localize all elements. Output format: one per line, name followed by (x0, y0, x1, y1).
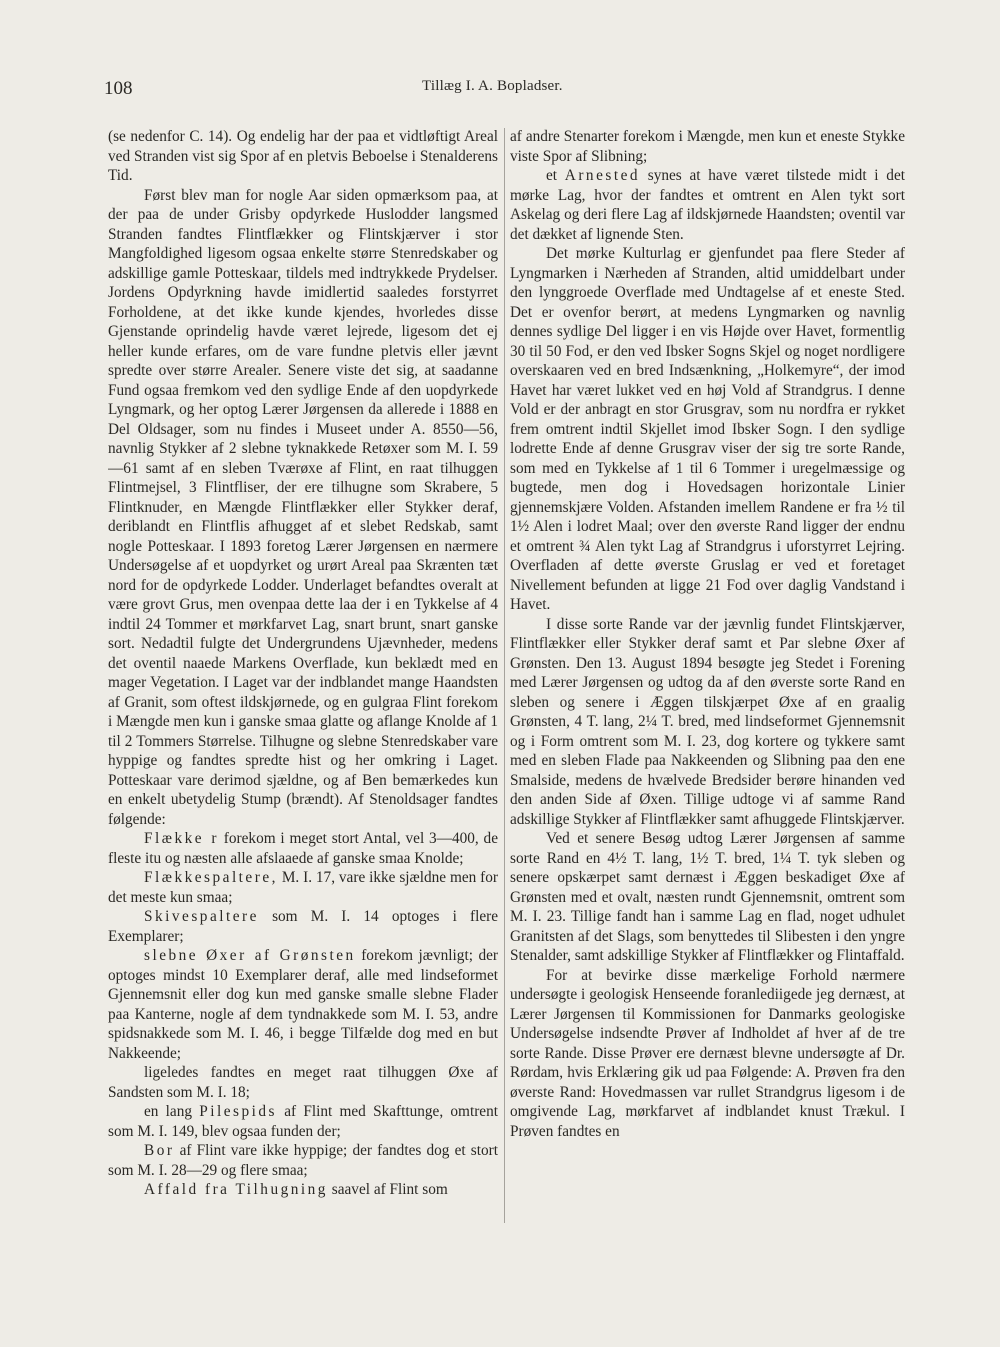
paragraph (108, 907, 498, 946)
paragraph-prefix: et (546, 167, 565, 184)
paragraph (108, 1063, 498, 1102)
spaced-term: Affald fra Tilhugning (144, 1181, 328, 1198)
paragraph-text: ligeledes fandtes en meget raat tilhuggen Øxe af Sandsten som M. I. 18; (108, 1064, 498, 1101)
paragraph (108, 868, 498, 907)
paragraph (510, 166, 905, 244)
paragraph-text: (se nedenfor C. 14). Og endelig har der paa et vidtløftigt Areal ved Stranden vist sig Spor af en pletvis Beboelse i Stenalderens Tid. (108, 128, 498, 184)
paragraph-text: I disse sorte Rande var der jævnlig fundet Flintskjærver, Flintflækker eller Stykker deraf samt et Par slebne Øxer af Grønsten. Den 13. August 1894 besøgte jeg Stedet i Forening med Lærer Jørgensen og udtog da af den øverste sorte Rand en sleben og senere i Æggen tilskjærpet Øxe af en graalig Grønsten, 4 T. lang, 2¼ T. bred, med lindseformet Gjennemsnit og i Form omtrent som M. I. 23, dog kortere og tykkere samt med en sleben Flade paa Nakkeenden og Slibning paa den ene Smalside, medens de hvælvede Bredsider berøre hinanden ved den anden Side af Øxen. Tillige udtoge vi af samme Rand adskillige Stykker af Flintflækker samt afhuggede Flintskjærver. (510, 615, 905, 828)
paragraph-text: forekom jævnligt; der optoges mindst 10 Exemplarer deraf, alle med lindseformet Gjennemsnit eller dog kun med ganske smalle slebne Flader paa Kanterne, nogle af dem tyndnakkede som M. I. 53, andre spidsnakkede som M. I. 46, i begge Tilfælde dog med en but Nakkeende; (108, 947, 498, 1062)
paragraph-text: af Flint med Skafttunge, omtrent som M. I. 149, blev ogsaa funden der; (108, 1103, 498, 1140)
paragraph (108, 127, 498, 186)
running-head: Tillæg I. A. Bopladser. (422, 78, 563, 94)
spaced-term: Bor (144, 1142, 175, 1159)
text-column-left (108, 127, 498, 1227)
spaced-term: Flækkespaltere, (144, 869, 278, 886)
paragraph (108, 1180, 498, 1200)
paragraph-prefix: en lang (144, 1103, 200, 1120)
paragraph-text: For at bevirke disse mærkelige Forhold nærmere undersøgte i geologisk Henseende foranlediigede jeg dernæst, at Lærer Jørgensen til Kommissionen for Danmarks geologiske Undersøgelse indsendte Prøver af Indholdet af hver af de tre sorte Rande. Disse Prøver ere dernæst blevne undersøgte af Dr. Rørdam, hvis Erklæring gik ud paa Følgende: A. Prøven fra den øverste Rand: Hovedmassen var rullet Strandgrus ligesom i de omgivende Lag, mørkfarvet af indblandet knust Trækul. I Prøven fandtes en (510, 966, 905, 1140)
paragraph-text: som M. I. 14 optoges i flere Exemplarer; (108, 908, 498, 945)
column-divider (504, 128, 505, 1223)
paragraph-text: Først blev man for nogle Aar siden opmærksom paa, at der paa de under Grisby opdyrkede Huslodder langsmed Stranden fandtes Flintflækker og Flintskjærver i stor Mangfoldighed ligesom ogsaa enkelte større Stenredskaber og adskillige gamle Potteskaar, tildels med indtrykkede Prydelser. Jordens Opdyrkning havde imidlertid saaledes forstyrret Forholdene, at det ikke kunde kjendes, hvorledes disse Gjenstande oprindelig havde været lejrede, ligesom det ej heller kunde erfares, om de vare fundne pletvis eller jævnt spredte over større Arealer. Senere viste det sig, at saadanne Fund ogsaa fremkom ved den sydlige Ende af den uopdyrkede Lyngmark, og her optog Lærer Jørgensen da allerede i 1888 en Del Oldsager, som nu findes i Museet under A. 8550—56, navnlig Stykker af 2 slebne tyknakkede Retøxer som M. I. 59—61 samt af en sleben Tværøxe af Flint, en raat tilhuggen Flintmejsel, 3 Flintfliser, der ere tilhugne som Skrabere, 5 Flintknuder, en Mængde Flintflækker eller Stykker deraf, deriblandt en Flintflis afhugget af et slebet Redskab, samt nogle Potteskaar. I 1893 foretog Lærer Jørgensen en nærmere Undersøgelse af et uopdyrket og urørt Areal paa Skrænten tæt nord for de opdyrkede Lodder. Underlaget befandtes overalt at være grovt Grus, men ovenpaa dette laa der i en Tykkelse af 4 indtil 24 Tommer et mørkfarvet Lag, snart brunt, snart ganske sort. Nedadtil fulgte det Undergrundens Ujævnheder, medens det oventil naaede Markens Overflade, kun beklædt med en mager Vegetation. I Laget var der indblandet mange Haandsten af Granit, som oftest ildskjørnede, og en gulgraa Flint forekom i Mængde men kun i ganske smaa glatte og aflange Knolde af 1 til 2 Tommers Størrelse. Tilhugne og slebne Stenredskaber vare hyppige og fandtes spredte hist og her omkring i Laget. Potteskaar vare derimod sjældne, og af Ben bemærkedes kun en enkelt ubetydelig Stump (brændt). Af Stenoldsager fandtes følgende: (108, 186, 498, 828)
spaced-term: Flække r (144, 830, 219, 847)
paragraph-text: synes at have været tilstede midt i det mørke Lag, hvor der fandtes et omtrent en Alen tykt sort Askelag og deri flere Lag af ildskjørnede Haandsten; oventil var det dækket af lignende Sten. (510, 167, 905, 243)
paragraph (108, 1102, 498, 1141)
spaced-term: Skivespaltere (144, 908, 259, 925)
paragraph-text: forekom i meget stort Antal, vel 3—400, de fleste itu og næsten alle afslaaede af ganske smaa Knolde; (108, 830, 498, 867)
spaced-term: Arnested (564, 167, 641, 184)
paragraph (510, 127, 905, 166)
text-column-right (510, 127, 905, 1227)
page-header (104, 78, 904, 108)
paragraph (510, 615, 905, 830)
paragraph (108, 1141, 498, 1180)
paragraph (510, 829, 905, 966)
paragraph-text: M. I. 17, vare ikke sjældne men for det meste kun smaa; (108, 869, 498, 906)
paragraph-text: af andre Stenarter forekom i Mængde, men kun et eneste Stykke viste Spor af Slibning; (510, 128, 905, 165)
paragraph (510, 244, 905, 615)
paragraph (108, 829, 498, 868)
paragraph (108, 946, 498, 1063)
spaced-term: Pilespids (199, 1103, 277, 1120)
spaced-term: slebne Øxer af Grønsten (144, 947, 356, 964)
paragraph-text: af Flint vare ikke hyppige; der fandtes dog et stort som M. I. 28—29 og flere smaa; (108, 1142, 498, 1179)
paragraph-text: Det mørke Kulturlag er gjenfundet paa flere Steder af Lyngmarken i Nærheden af Stranden, altid umiddelbart under den lynggroede Overflade med Undtagelse af et eneste Sted. Det er ovenfor berørt, at medens Lyngmarken og navnlig dennes sydlige Del ligger i en vis Højde over Havet, formentlig 30 til 50 Fod, er den ved Ibsker Sogns Skjel og noget nordligere overskaaren ved en bred Indsænkning, „Holkemyre“, der imod Havet har været lukket ved en høj Vold af Strandgrus. I denne Vold er der anbragt en stor Grusgrav, som nu nordfra er rykket frem omtrent indtil Skjellet imod Ibsker Sogn. I den sydlige lodrette Ende af denne Grusgrav viser der sig tre sorte Rande, som med en Tykkelse af 1 til 6 Tommer i uregelmæssige og bugtede, men dog i Hovedsagen horizontale Linier gjennemskjære Volden. Afstanden imellem Randene er fra ½ til 1½ Alen i lodret Maal; over den øverste Rand ligger der endnu et omtrent ¾ Alen tykt Lag af Strandgrus i uforstyrret Lejring. Overfladen af dette øverste Gruslag er ved et foretaget Nivellement befunden at ligge 21 Fod over daglig Vandstand i Havet. (510, 245, 905, 613)
paragraph-text: saavel af Flint som (327, 1181, 448, 1198)
paragraph (108, 186, 498, 830)
paragraph (510, 966, 905, 1142)
paragraph-text: Ved et senere Besøg udtog Lærer Jørgensen af samme sorte Rand en 4½ T. lang, 1½ T. bred, 1¼ T. tyk sleben og senere opskærpet samt dernæst i Æggen beskadiget Øxe af Grønsten med et ovalt, næsten rundt Gjennemsnit, omtrent som M. I. 23. Tillige fandt han i samme Lag en flad, noget udhulet Granitsten af det Slags, som benyttedes til Slibesten i den yngre Stenalder, samt adskillige Stykker af Flintflækker og Flintaffald. (510, 830, 905, 964)
page-number: 108 (104, 78, 133, 99)
